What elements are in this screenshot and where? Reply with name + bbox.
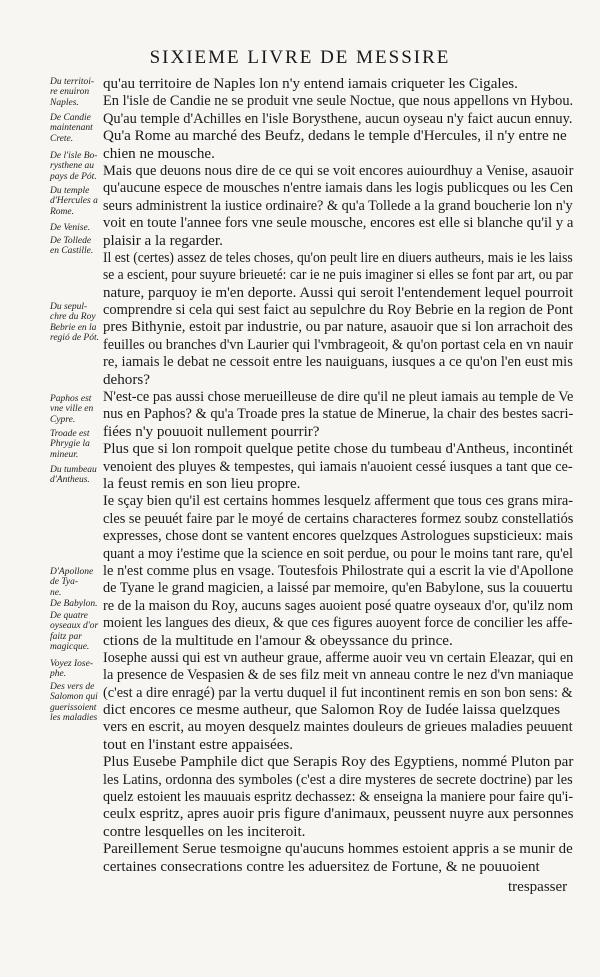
text-line: se a escient, pour suyure brieueté: car ie ne puis imaginer si elles se font par art, ou par bbox=[103, 267, 573, 284]
margin-note-line: phe. bbox=[50, 669, 67, 680]
text-line: Il est (certes) assez de teles choses, qu'on peult lire en diuers autheurs, mais ie les laiss bbox=[103, 249, 573, 266]
margin-note-line: Rome. bbox=[50, 206, 75, 217]
text-line: seurs administrent la iustice ordinaire? & qu'a Tollede a la grand boucherie lon n'y bbox=[103, 197, 573, 214]
text-line: la presence de Vespasien & de ses filz meit vn anneau contre le nez d'vn maniaque bbox=[103, 667, 574, 684]
text-line: comprendre si cela qui sest faict au sepulchre du Roy Bebrie en la region de Pont bbox=[103, 302, 573, 319]
text-line: qu'aucune espece de mousches n'entre iamais dans les logis publicques ou les Cen bbox=[103, 180, 574, 197]
text-line: cles se peuuét faire par le moyé de certains characteres formez soubz constellatiós bbox=[103, 510, 574, 527]
margin-note-line: vne ville en bbox=[50, 404, 94, 415]
margin-note-line: oyseaux d'or bbox=[50, 621, 99, 632]
margin-note-line: De Babylon. bbox=[50, 599, 98, 609]
margin-note-line: Naples. bbox=[50, 97, 79, 108]
margin-note-line: Crete. bbox=[50, 133, 74, 144]
margin-note-line: De quatre bbox=[50, 611, 88, 621]
text-line: re de la maison du Roy, aucuns sages auoient posé quatre oyseaux d'or, qu'ilz nom bbox=[103, 597, 573, 614]
margin-note-line: De Venise. bbox=[50, 223, 91, 233]
margin-note-line: Cypre. bbox=[50, 414, 76, 425]
margin-note-line: Phrygie la bbox=[50, 439, 90, 450]
text-line: Plus que si lon rompoit quelque petite chose du tumbeau d'Antheus, incontinét bbox=[103, 441, 573, 458]
margin-note-candie bbox=[50, 113, 106, 144]
text-line: feuilles ou branches d'vn Laurier qui l'vmbrageoit, & qu'on portast cela en vn nauir bbox=[103, 336, 574, 353]
text-line: Qu'au temple d'Achilles en l'isle Borysthene, aucun oyseau n'y faict aucun ennuy. bbox=[103, 110, 573, 127]
margin-note-line: De Candie bbox=[50, 113, 91, 123]
margin-note-salomon bbox=[50, 682, 106, 724]
margin-note-borysthene bbox=[50, 151, 106, 182]
margin-note-apollone bbox=[50, 567, 106, 598]
main-text-block bbox=[103, 76, 573, 876]
margin-note-line: Bebrie en la bbox=[50, 322, 97, 333]
margin-note-line: ne. bbox=[50, 587, 62, 598]
margin-note-line: chre du Roy bbox=[50, 312, 96, 323]
margin-note-line: D'Apollone bbox=[50, 567, 94, 577]
text-line: plaisir a la regarder. bbox=[103, 232, 223, 249]
margin-note-line: mineur. bbox=[50, 449, 79, 460]
text-line: de Tyane le grand magicien, a laissé par memoire, qu'en Babylone, sus la couuertu bbox=[103, 580, 573, 597]
text-line: Iosephe aussi qui est vn autheur graue, afferme auoir veu vn certain Eleazar, qui en bbox=[103, 649, 574, 666]
margin-note-line: en Castille. bbox=[50, 246, 94, 257]
margin-note-line: faitz par bbox=[50, 631, 82, 642]
text-line: expresses, chose dont se vantent encores quelzques Astrologues supsticieux: mais bbox=[103, 528, 573, 545]
text-line: Pareillement Serue tesmoigne qu'aucuns hommes estoient appris a se munir de bbox=[103, 841, 573, 858]
text-line: Mais que deuons nous dire de ce qui se voit encores auiourdhuy a Venise, asauoir bbox=[103, 162, 574, 179]
text-line: ceulx espritz, apres auoir pris figure d'animaux, peussent nuyre aux personnes bbox=[103, 806, 574, 823]
text-line: chien ne mousche. bbox=[103, 145, 215, 162]
text-line: nus en Paphos? & qu'a Troade pres la statue de Minerue, la chair des bestes sacri- bbox=[103, 406, 574, 423]
text-line: re, iamais le debat ne cessoit entre les nauiguans, iusques a ce qu'on l'en eust mis bbox=[103, 354, 573, 371]
margin-note-line: De Tollede bbox=[50, 236, 92, 246]
catchword: trespasser bbox=[508, 879, 568, 895]
text-line: N'est-ce pas aussi chose merueilleuse de dire qu'il ne pleut iamais au temple de Ve bbox=[103, 389, 574, 406]
margin-note-naples bbox=[50, 77, 106, 108]
text-line: Ie sçay bien qu'il est certains hommes lesquelz afferment que tous ces grans mira- bbox=[103, 493, 574, 510]
margin-note-line: magicque. bbox=[50, 642, 90, 653]
text-line: En l'isle de Candie ne se produit vne seule Noctue, que nous appellons vn Hybou. bbox=[103, 93, 574, 110]
text-line: ctions de la multitude en l'amour & obeyssance du prince. bbox=[103, 632, 453, 649]
margin-note-line: re enuiron bbox=[50, 87, 90, 98]
text-line: dehors? bbox=[103, 371, 150, 388]
text-line: certaines consecrations contre les aduersitez de Fortune, & ne pouuoient bbox=[103, 858, 540, 875]
margin-note-line: rysthene au bbox=[50, 161, 95, 172]
text-line: quelz estoient les mauuais espritz dechassez: & enseigna la maniere pour faire qu'i- bbox=[103, 789, 574, 806]
margin-note-line: pays de Pót. bbox=[50, 171, 97, 182]
margin-note-line: Du tumbeau bbox=[50, 465, 97, 475]
text-line: fiées n'y pouuoit nullement pourrir? bbox=[103, 423, 320, 440]
margin-note-line: Voyez Iose- bbox=[50, 659, 93, 669]
margin-note-line: Du temple bbox=[50, 186, 90, 196]
margin-note-iosephe bbox=[50, 659, 106, 680]
margin-note-line: guerissoient bbox=[50, 702, 97, 713]
margin-note-line: Des vers de bbox=[50, 682, 95, 692]
margin-note-antheus bbox=[50, 465, 106, 486]
margin-note-tollede bbox=[50, 236, 106, 257]
text-line: tout en l'instant estre appaisées. bbox=[103, 736, 294, 753]
margin-note-paphos bbox=[50, 394, 106, 425]
text-line: le n'est comme plus en vsage. Toutesfois Philostrate qui a escrit la vie d'Apollone bbox=[103, 562, 574, 579]
text-line: contre lesquelles on les inciteroit. bbox=[103, 823, 306, 840]
text-line: moient les langues des dieux, & que ces figures auoyent force de concilier les affe- bbox=[103, 615, 573, 632]
margin-note-line: les maladies bbox=[50, 713, 98, 724]
margin-note-oyseaux bbox=[50, 611, 106, 653]
margin-note-line: De l'isle Bo- bbox=[50, 151, 98, 161]
margin-note-babylon bbox=[50, 599, 106, 609]
margin-note-line: d'Hercules a bbox=[50, 196, 98, 207]
running-header: SIXIEME LIVRE DE MESSIRE bbox=[149, 47, 451, 68]
margin-note-line: maintenant bbox=[50, 123, 93, 134]
text-line: dict encores ce mesme autheur, que Salomon Roy de Iudée laissa quelzques bbox=[103, 702, 561, 719]
margin-note-sepulchre bbox=[50, 302, 106, 344]
margin-note-line: de Tya- bbox=[50, 577, 79, 588]
margin-note-venise bbox=[50, 223, 106, 233]
text-line: la feust remis en son lieu propre. bbox=[103, 475, 301, 492]
margin-note-hercules bbox=[50, 186, 106, 217]
text-line: quant a moy i'estime que la science en soit perdue, ou pour le moins tant rare, qu'el bbox=[103, 545, 573, 562]
text-line: venoient des pluyes & tempestes, qui iamais n'auoient cessé iusques a tant que ce- bbox=[103, 458, 573, 475]
text-line: voit en toute l'annee fors vne seule mousche, encores est elle si blanche qu'il y a bbox=[103, 215, 574, 232]
text-line: les Latins, ordonna des symboles (c'est a dire mysteres de secrete doctrine) par les bbox=[103, 771, 573, 788]
margin-note-line: d'Antheus. bbox=[50, 475, 90, 486]
margin-note-line: Du sepul- bbox=[50, 302, 88, 312]
text-line: (c'est a dire enragé) par la vertu duquel il fut incontinent remis en son bon sens: & bbox=[103, 684, 573, 701]
text-line: pres Bithynie, estoit par industrie, ou par nature, asauoir que si lon arrachoit des bbox=[103, 319, 573, 336]
text-line: vers en escrit, au moyen desquelz maintes douleurs de grieues maladies peuuent bbox=[103, 719, 573, 736]
margin-note-troade bbox=[50, 429, 106, 460]
text-line: nature, parquoy ie m'en deporte. Aussi qui seroit l'entendement lequel pourroit bbox=[103, 284, 574, 301]
margin-note-line: Paphos est bbox=[50, 394, 92, 404]
margin-note-line: regió de Pót. bbox=[50, 333, 99, 344]
text-line: Plus Eusebe Pamphile dict que Serapis Roy des Egyptiens, nommé Pluton par bbox=[103, 754, 574, 771]
margin-note-line: Du territoi- bbox=[50, 77, 95, 87]
text-line: qu'au territoire de Naples lon n'y entend iamais criqueter les Cigales. bbox=[103, 76, 518, 92]
margin-note-line: Troade est bbox=[50, 429, 90, 439]
text-line: Qu'a Rome au marché des Beufz, dedans le temple d'Hercules, il n'y entre ne bbox=[103, 128, 567, 145]
margin-note-line: Salomon qui bbox=[50, 692, 98, 703]
